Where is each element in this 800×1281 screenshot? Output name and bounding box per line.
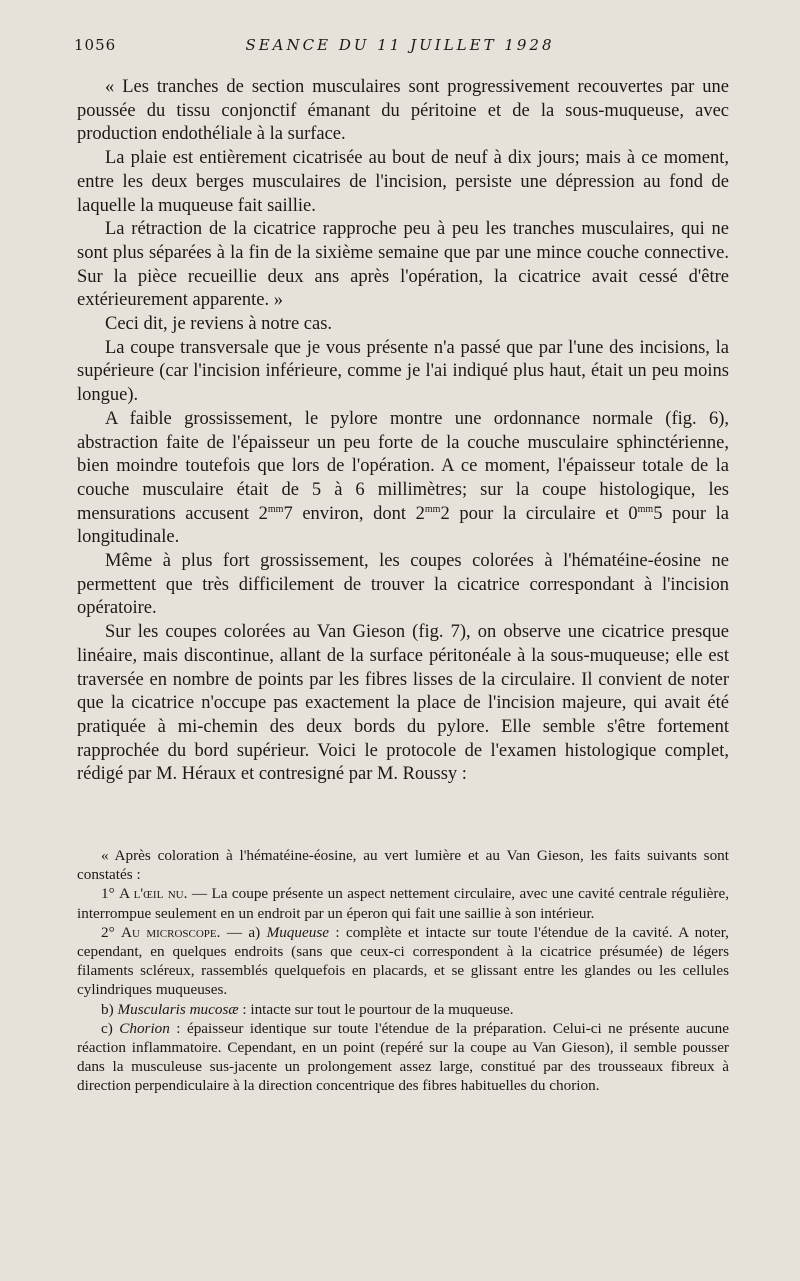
italic-term: Chorion — [119, 1019, 170, 1037]
page-number: 1056 — [74, 36, 117, 54]
unit-superscript: mm — [267, 503, 284, 515]
text-run: — a) — [220, 923, 267, 941]
report-paragraph — [77, 1000, 729, 1019]
item-number: 1° — [101, 885, 120, 903]
italic-term: Muqueuse — [266, 923, 329, 941]
paragraph: « Les tranches de section musculaires sont progressivement recouvertes par une poussée du tissu conjonctif émanant du péritoine et de la sous-muqueuse, avec production endothéliale à la surface. — [77, 77, 729, 145]
paragraph: Même à plus fort grossissement, les coupes colorées à l'hématéine-éosine ne permettent que très difficilement de trouver la cicatrice correspondant à l'incision opératoire. — [77, 551, 729, 619]
paragraph: La rétraction de la cicatrice rapproche peu à peu les tranches musculaires, qui ne sont plus séparées à la fin de la sixième semaine que par une mince couche connective. Sur la pièce recueillie deux ans après l'opération, la cicatrice avait cessé d'être extérieurement apparente. » — [77, 219, 729, 311]
running-header — [74, 36, 726, 60]
item-heading: Au microscope. — [121, 923, 221, 941]
unit-superscript: mm — [424, 503, 441, 515]
main-text — [77, 76, 729, 787]
histology-report — [77, 846, 729, 1096]
report-paragraph — [77, 923, 729, 1000]
item-number: 2° — [101, 923, 122, 941]
paragraph: Sur les coupes colorées au Van Gieson (fig. 7), on observe une cicatrice presque linéaire, mais discontinue, allant de la surface péritonéale à la sous-muqueuse; elle est traversée en nombre de points par les fibres lisses de la circulaire. Il convient de noter que la cicatrice n'occupe pas exactement la place de l'incision majeure, qui avait été pratiquée à mi-chemin des deux bords du pylore. Elle semble s'être fortement rapprochée du bord supérieur. Voici le protocole de l'examen histologique complet, rédigé par M. Héraux et contresigné par M. Roussy : — [77, 622, 729, 785]
paragraph: La plaie est entièrement cicatrisée au bout de neuf à dix jours; mais à ce moment, entre les deux berges musculaires de l'incision, persiste une dépression au fond de laquelle la muqueuse fait saillie. — [77, 148, 729, 216]
text-run: 7 environ, dont 2 — [283, 503, 425, 524]
italic-term: Muscularis mucosæ — [117, 1000, 239, 1018]
text-run: : complète et intacte sur toute l'étendue de la cavité. A noter, cependant, en quelques endroits (sans que ceux-ci correspondent à la cicatrice présumée) de légers filaments scléreux, rassemblés quelquefois en placards, et se glissant entre les glandes ou les cellules cylindriques muqueuses. — [77, 923, 729, 999]
report-paragraph: « Après coloration à l'hématéine-éosine, au vert lumière et au Van Gieson, les faits suivants sont constatés : — [77, 847, 729, 884]
text-run: A faible grossissement, le pylore montre une ordonnance normale (fig. 6), abstraction faite de l'épaisseur un peu forte de la couche musculaire sphinctérienne, bien moindre toutefois que lors de l'opération. A ce moment, l'épaisseur totale de la couche musculaire était de 5 à 6 millimètres; sur la coupe histologique, les mensurations accusent 2 — [77, 408, 729, 524]
text-run: 5 pour la longitudinale. — [77, 503, 730, 548]
item-letter: c) — [101, 1019, 120, 1037]
text-run: : intacte sur tout le pourtour de la muqueuse. — [238, 1000, 514, 1018]
unit-superscript: mm — [637, 503, 654, 515]
text-run: 2 pour la circulaire et 0 — [440, 503, 638, 524]
text-run: — La coupe présente un aspect nettement circulaire, avec une cavité centrale régulière, interrompue seulement en un endroit par un éperon qui fait une saillie à son intérieur. — [77, 885, 730, 922]
text-run: : épaisseur identique sur toute l'étendue de la préparation. Celui-ci ne présente aucune réaction inflammatoire. Cependant, en un point (repéré sur la coupe au Van Gieson), il semble pousser dans la musculeuse sus-jacente un prolongement assez large, constitué par des trousseaux fibreux à direction perpendiculaire à la direction concentrique des fibres habituelles du chorion. — [77, 1019, 729, 1095]
paragraph: Ceci dit, je reviens à notre cas. — [105, 314, 333, 335]
report-paragraph — [77, 1019, 729, 1096]
running-title: SEANCE DU 11 JUILLET 1928 — [245, 36, 555, 54]
report-paragraph — [77, 884, 729, 922]
item-heading: A l'œil nu. — [119, 885, 188, 903]
paragraph-measurements — [77, 408, 729, 550]
paragraph: La coupe transversale que je vous présente n'a passé que par l'une des incisions, la supérieure (car l'incision inférieure, comme je l'ai indiqué plus haut, était un peu moins longue). — [77, 337, 729, 406]
item-letter: b) — [101, 1000, 118, 1018]
